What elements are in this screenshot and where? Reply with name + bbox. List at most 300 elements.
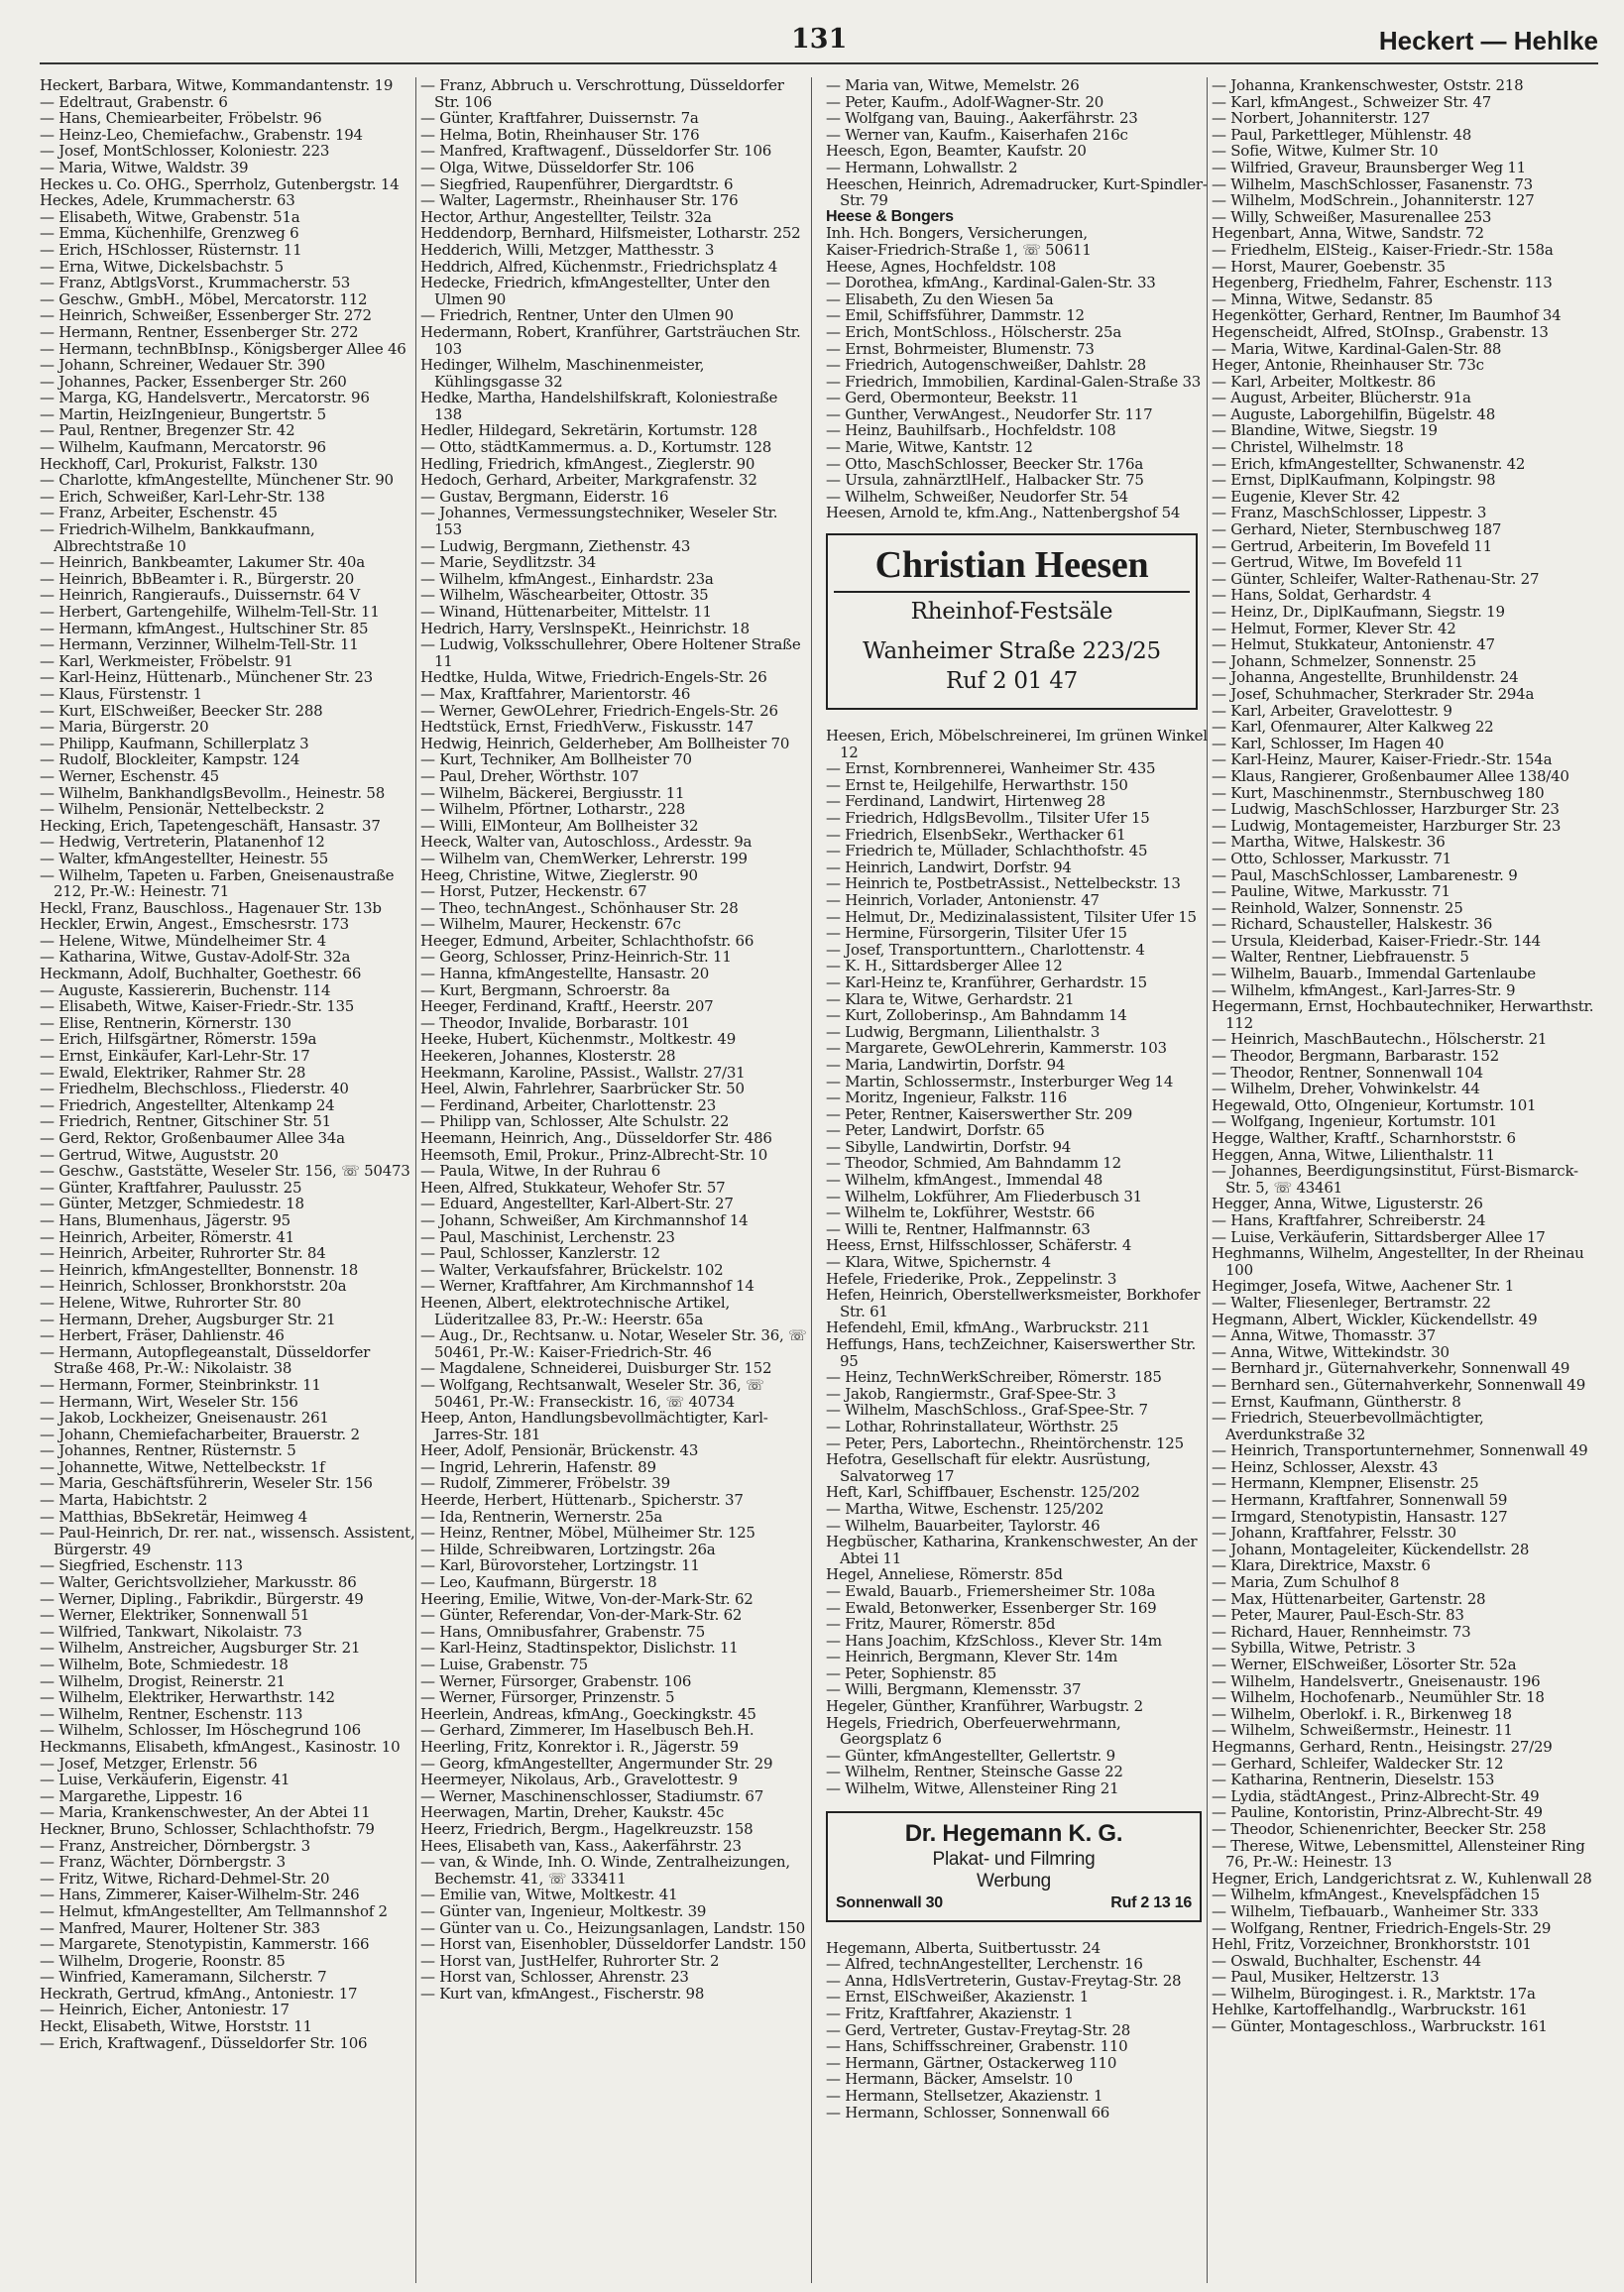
directory-entry: — Hermann, Autopflegeanstalt, Düsseldorfer Straße 468, Pr.-W.: Nikolaistr. 38: [40, 1342, 371, 1378]
directory-entry: — Winfried, Kameramann, Silcherstr. 7: [40, 1968, 327, 1987]
directory-entry: — Johann, Chemiefacharbeiter, Brauerstr. 2: [40, 1425, 360, 1443]
directory-entry: — Wilhelm, Pförtner, Lotharstr., 228: [420, 800, 686, 819]
directory-entry: Heekmann, Karoline, PAssist., Wallstr. 27/31: [420, 1063, 746, 1082]
directory-entry: — Wilhelm, kfmAngest., Immendal 48: [826, 1171, 1103, 1190]
directory-entry: Heel, Alwin, Fahrlehrer, Saarbrücker Str. 50: [420, 1080, 745, 1098]
directory-entry: — Hermann, technBbInsp., Königsberger Allee 46: [40, 339, 406, 358]
directory-entry: — Friedrich, Rentner, Gitschiner Str. 51: [40, 1112, 331, 1131]
directory-entry: Hedderich, Willi, Metzger, Matthesstr. 3: [420, 240, 715, 259]
directory-entry: — Max, Kraftfahrer, Marientorstr. 46: [420, 684, 691, 703]
directory-entry: — Olga, Witwe, Düsseldorfer Str. 106: [420, 158, 695, 176]
directory-entry: — Karl-Heinz, Stadtinspektor, Dislichstr. 11: [420, 1639, 739, 1658]
directory-entry: — Karl, Werkmeister, Fröbelstr. 91: [40, 651, 293, 670]
directory-entry: — Karl, kfmAngest., Schweizer Str. 47: [1212, 92, 1492, 111]
directory-entry: — Wolfgang, Rentner, Friedrich-Engels-Str. 29: [1212, 1918, 1552, 1937]
directory-entry: — Walter, Gerichtsvollzieher, Markusstr. 86: [40, 1573, 357, 1592]
directory-entry: — Werner, Dipling., Fabrikdir., Bürgerstr. 49: [40, 1589, 364, 1608]
directory-entry: — Erich, Hilfsgärtner, Römerstr. 159a: [40, 1030, 317, 1049]
directory-entry: Heft, Karl, Schiffbauer, Eschenstr. 125/202: [826, 1483, 1140, 1502]
directory-entry: — Heinz-Leo, Chemiefachw., Grabenstr. 194: [40, 125, 363, 144]
directory-entry: — Wilhelm, Anstreicher, Augsburger Str. 21: [40, 1639, 361, 1658]
directory-entry: — Helene, Witwe, Mündelheimer Str. 4: [40, 931, 326, 950]
header-rule: [40, 62, 1598, 64]
ad-title: Christian Heesen: [874, 544, 1149, 587]
directory-entry: — Ernst, Kornbrennerei, Wanheimer Str. 435: [826, 759, 1156, 778]
directory-entry: Hegger, Anna, Witwe, Ligusterstr. 26: [1212, 1195, 1483, 1213]
directory-entry: — Sofie, Witwe, Kulmer Str. 10: [1212, 142, 1439, 161]
directory-entry: — Horst van, JustHelfer, Ruhrorter Str. 2: [420, 1951, 720, 1970]
directory-entry: — Rudolf, Blockleiter, Kampstr. 124: [40, 750, 300, 769]
directory-entry: — Wilhelm, Elektriker, Herwarthstr. 142: [40, 1688, 335, 1707]
directory-entry: — Martha, Witwe, Halskestr. 36: [1212, 833, 1446, 852]
directory-entry: — Manfred, Kraftwagenf., Düsseldorfer Str. 106: [420, 142, 772, 161]
directory-entry: — Hans, Zimmerer, Kaiser-Wilhelm-Str. 246: [40, 1886, 360, 1904]
directory-entry: — Johann, Schmelzer, Sonnenstr. 25: [1212, 651, 1476, 670]
directory-entry: — Otto, Schlosser, Markusstr. 71: [1212, 849, 1451, 867]
directory-entry: — Wilhelm, ModSchrein., Johanniterstr. 127: [1212, 191, 1535, 210]
directory-entry: — Wilhelm, kfmAngest., Karl-Jarres-Str. 9: [1212, 980, 1516, 999]
directory-entry: — Heinrich, BbBeamter i. R., Bürgerstr. 20: [40, 569, 355, 588]
directory-entry: — Hanna, kfmAngestellte, Hansastr. 20: [420, 965, 710, 983]
directory-entry: Heerz, Friedrich, Bergm., Hagelkreuzstr. 158: [420, 1819, 754, 1838]
directory-entry: — Helmut, Former, Klever Str. 42: [1212, 619, 1456, 637]
directory-entry: — Werner, Fürsorger, Prinzenstr. 5: [420, 1688, 675, 1707]
directory-entry: — Sybilla, Witwe, Petristr. 3: [1212, 1639, 1416, 1658]
advertisement-dr-hegemann: [826, 1811, 1202, 1922]
directory-entry: — Gerhard, Nieter, Sternbuschweg 187: [1212, 520, 1502, 539]
directory-entry: Hedoch, Gerhard, Arbeiter, Markgrafenstr. 32: [420, 471, 757, 490]
directory-entry: — Ewald, Bauarb., Friemersheimer Str. 108a: [826, 1581, 1156, 1600]
directory-entry: — Lydia, städtAngest., Prinz-Albrecht-Str. 49: [1212, 1786, 1540, 1805]
directory-entry: — Franz, Anstreicher, Dörnbergstr. 3: [40, 1836, 310, 1855]
directory-entry: Heesen, Arnold te, kfm.Ang., Nattenbergshof 54: [826, 504, 1181, 522]
directory-entry: Heenen, Albert, elektrotechnische Artikel, Lüderitzallee 83, Pr.-W.: Heerstr. 65a: [420, 1293, 730, 1328]
directory-entry: — Werner, Fürsorger, Grabenstr. 106: [420, 1671, 692, 1690]
directory-entry: — Wilhelm van, ChemWerker, Lehrerstr. 199: [420, 849, 748, 867]
directory-entry: — Jakob, Lockheizer, Gneisenaustr. 261: [40, 1409, 329, 1428]
column-3-bottom: [826, 728, 1208, 1797]
directory-entry: — Hans, Kraftfahrer, Schreiberstr. 24: [1212, 1210, 1486, 1229]
directory-entry: — Helene, Witwe, Ruhrorter Str. 80: [40, 1293, 301, 1312]
directory-entry: — Peter, Maurer, Paul-Esch-Str. 83: [1212, 1606, 1464, 1625]
directory-entry: — Klaus, Fürstenstr. 1: [40, 684, 202, 703]
directory-entry: — Heinrich, Bergmann, Klever Str. 14m: [826, 1648, 1118, 1666]
column-2: [420, 77, 807, 2283]
directory-entry: — Paul, MaschSchlosser, Lambarenestr. 9: [1212, 865, 1518, 884]
directory-entry: — Bernhard jr., Güternahverkehr, Sonnenwall 49: [1212, 1359, 1570, 1378]
directory-entry: — Hermann, Lohwallstr. 2: [826, 158, 1018, 176]
directory-entry: — Werner, GewOLehrer, Friedrich-Engels-Str. 26: [420, 701, 778, 720]
column-3-mid: [826, 225, 1208, 521]
directory-entry: — Franz, Wächter, Dörnbergstr. 3: [40, 1853, 286, 1872]
directory-entry: Heckmanns, Elisabeth, kfmAngest., Kasinostr. 10: [40, 1737, 401, 1756]
directory-entry: — Wilhelm te, Lokführer, Weststr. 66: [826, 1203, 1096, 1222]
directory-entry: — Hermann, Wirt, Weseler Str. 156: [40, 1392, 298, 1411]
directory-entry: — Maria, Krankenschwester, An der Abtei 11: [40, 1803, 371, 1822]
directory-entry: — Karl-Heinz te, Kranführer, Gerhardstr. 15: [826, 973, 1147, 991]
directory-entry: — Johann, Kraftfahrer, Felsstr. 30: [1212, 1524, 1456, 1543]
directory-entry: — Hans, Blumenhaus, Jägerstr. 95: [40, 1210, 290, 1229]
directory-entry: — Friedrich, Angestellter, Altenkamp 24: [40, 1095, 335, 1114]
directory-entry: Hegenscheidt, Alfred, StOInsp., Grabenstr. 13: [1212, 322, 1549, 341]
directory-entry: Heess, Ernst, Hilfsschlosser, Schäferstr. 4: [826, 1236, 1132, 1255]
directory-entry: Heen, Alfred, Stukkateur, Wehofer Str. 57: [420, 1178, 726, 1197]
directory-entry: — Willi, Bergmann, Klemensstr. 37: [826, 1680, 1082, 1699]
directory-entry: Hehl, Fritz, Vorzeichner, Bronkhorststr. 101: [1212, 1935, 1532, 1954]
directory-entry: — Herbert, Fräser, Dahlienstr. 46: [40, 1326, 285, 1345]
directory-entry: — Johannette, Witwe, Nettelbeckstr. 1f: [40, 1457, 325, 1476]
directory-entry: — Hans, Omnibusfahrer, Grabenstr. 75: [420, 1622, 705, 1641]
directory-entry: — Magdalene, Schneiderei, Duisburger Str. 152: [420, 1359, 772, 1378]
directory-entry: — Klara te, Witwe, Gerhardstr. 21: [826, 989, 1075, 1008]
directory-entry: Hefele, Friederike, Prok., Zeppelinstr. 3: [826, 1269, 1117, 1288]
directory-entry: — Maria, Geschäftsführerin, Weseler Str. 156: [40, 1474, 373, 1493]
directory-entry: — Peter, Landwirt, Dorfstr. 65: [826, 1121, 1045, 1140]
directory-entry: — Ursula, Kleiderbad, Kaiser-Friedr.-Str. 144: [1212, 931, 1541, 950]
directory-entry: — Wilhelm, kfmAngest., Knevelspfädchen 15: [1212, 1886, 1540, 1904]
directory-entry: — Heinrich, Bankbeamter, Lakumer Str. 40a: [40, 553, 365, 572]
directory-entry: — Kurt, Bergmann, Schroerstr. 8a: [420, 980, 670, 999]
directory-entry: — Hilde, Schreibwaren, Lortzingstr. 26a: [420, 1540, 716, 1558]
directory-entry: — Werner, Eschenstr. 45: [40, 766, 219, 785]
directory-entry: — Günter van u. Co., Heizungsanlagen, Landstr. 150: [420, 1918, 805, 1937]
directory-entry: — Heinrich, MaschBautechn., Hölscherstr. 21: [1212, 1030, 1548, 1049]
directory-entry: Heffungs, Hans, techZeichner, Kaiserswerther Str. 95: [826, 1335, 1196, 1370]
directory-entry: — Hans, Schiffsschreiner, Grabenstr. 110: [826, 2037, 1128, 2056]
directory-entry: — Friedrich te, Müllader, Schlachthofstr. 45: [826, 842, 1148, 860]
directory-entry: — Theodor, Rentner, Sonnenwall 104: [1212, 1063, 1483, 1082]
directory-entry: Heering, Emilie, Witwe, Von-der-Mark-Str. 62: [420, 1589, 754, 1608]
directory-entry: — Johanna, Angestellte, Brunhildenstr. 24: [1212, 668, 1519, 687]
directory-entry: — Luise, Verkäuferin, Eigenstr. 41: [40, 1771, 290, 1789]
directory-entry: — Otto, MaschSchlosser, Beecker Str. 176a: [826, 454, 1144, 473]
directory-entry: Hees, Elisabeth van, Kass., Aakerfährstr. 23: [420, 1836, 742, 1855]
column-divider: [811, 77, 812, 2283]
directory-entry: — Karl, Bürovorsteher, Lortzingstr. 11: [420, 1556, 700, 1575]
directory-entry: — Wilfried, Tankwart, Nikolaistr. 73: [40, 1622, 302, 1641]
directory-entry: — Josef, Metzger, Erlenstr. 56: [40, 1754, 258, 1773]
directory-entry: — Johann, Schweißer, Am Kirchmannshof 14: [420, 1210, 749, 1229]
directory-entry: — Ernst, Bohrmeister, Blumenstr. 73: [826, 339, 1095, 358]
directory-entry: Hegemann, Alberta, Suitbertusstr. 24: [826, 1938, 1101, 1957]
directory-entry: Heeger, Ferdinand, Kraftf., Heerstr. 207: [420, 997, 714, 1016]
directory-entry: — Norbert, Johanniterstr. 127: [1212, 109, 1431, 128]
directory-entry: — Eduard, Angestellter, Karl-Albert-Str. 27: [420, 1195, 734, 1213]
directory-entry: — Wilhelm, Schlosser, Im Höschegrund 106: [40, 1721, 361, 1740]
directory-entry: — Fritz, Witwe, Richard-Dehmel-Str. 20: [40, 1869, 330, 1888]
directory-entry: — Ferdinand, Landwirt, Hirtenweg 28: [826, 792, 1105, 811]
directory-entry: — Wilhelm, Hochofenarb., Neumühler Str. 18: [1212, 1688, 1545, 1707]
directory-entry: — Paul, Dreher, Wörthstr. 107: [420, 766, 639, 785]
directory-entry: — Friedrich, Steuerbevollmächtigter, Averdunkstraße 32: [1212, 1409, 1484, 1443]
directory-entry: — Johannes, Vermessungstechniker, Weseler Str. 153: [420, 504, 778, 539]
directory-entry: — Wilhelm, Tapeten u. Farben, Gneisenaustraße 212, Pr.-W.: Heinestr. 71: [40, 865, 395, 901]
directory-entry: — Ferdinand, Arbeiter, Charlottenstr. 23: [420, 1095, 716, 1114]
column-1: [40, 77, 416, 2283]
directory-entry: Hedermann, Robert, Kranführer, Gartsträuchen Str. 103: [420, 322, 801, 358]
directory-entry: — Heinrich, kfmAngestellter, Bonnenstr. 18: [40, 1260, 359, 1279]
directory-entry: Heerlein, Andreas, kfmAng., Goeckingkstr. 45: [420, 1704, 756, 1723]
directory-entry: Hedwig, Heinrich, Gelderheber, Am Bollheister 70: [420, 734, 790, 752]
directory-entry: — Heinrich, Transportunternehmer, Sonnenwall 49: [1212, 1441, 1588, 1460]
directory-entry: — Erich, kfmAngestellter, Schwanenstr. 42: [1212, 454, 1526, 473]
directory-entry: — Ernst, ElSchweißer, Akazienstr. 1: [826, 1988, 1090, 2006]
directory-entry: — Hans Joachim, KfzSchloss., Klever Str. 14m: [826, 1631, 1162, 1650]
directory-entry: — Werner, Kraftfahrer, Am Kirchmannshof 14: [420, 1277, 754, 1296]
directory-entry: — Günter, Kraftfahrer, Duissernstr. 7a: [420, 109, 699, 128]
directory-entry: Heger, Antonie, Rheinhauser Str. 73c: [1212, 356, 1484, 375]
directory-entry: — Friedrich, HdlgsBevollm., Tilsiter Ufer 15: [826, 809, 1150, 827]
directory-entry: — Theodor, Schmied, Am Bahndamm 12: [826, 1154, 1121, 1173]
directory-entry: Hedke, Martha, Handelshilfskraft, Koloniestraße 138: [420, 389, 778, 423]
directory-entry: — Franz, MaschSchlosser, Lippestr. 3: [1212, 504, 1487, 522]
directory-entry: — Wilhelm, Bauarbeiter, Taylorstr. 46: [826, 1516, 1101, 1535]
directory-entry: — Johann, Schreiner, Wedauer Str. 390: [40, 356, 325, 375]
directory-entry: — Kurt, ElSchweißer, Beecker Str. 288: [40, 701, 323, 720]
directory-entry: — Katharina, Witwe, Gustav-Adolf-Str. 32a: [40, 948, 351, 967]
directory-entry: — Ernst te, Heilgehilfe, Herwarthstr. 150: [826, 775, 1128, 794]
directory-entry: Heese, Agnes, Hochfeldstr. 108: [826, 257, 1057, 276]
directory-entry: — Emma, Küchenhilfe, Grenzweg 6: [40, 224, 299, 243]
directory-entry: — Friedrich, Immobilien, Kardinal-Galen-Straße 33: [826, 372, 1202, 391]
ad-phone: Ruf 2 13 16: [1110, 1893, 1192, 1911]
directory-entry: — Wolfgang, Ingenieur, Kortumstr. 101: [1212, 1112, 1498, 1131]
directory-entry: — Paul, Parkettleger, Mühlenstr. 48: [1212, 125, 1472, 144]
directory-entry: — Hermine, Fürsorgerin, Tilsiter Ufer 15: [826, 924, 1127, 943]
directory-entry: Hegels, Friedrich, Oberfeuerwehrmann, Georgsplatz 6: [826, 1713, 1121, 1749]
directory-entry: Heckmann, Adolf, Buchhalter, Goethestr. 66: [40, 965, 362, 983]
directory-entry: — Wilhelm, Wäschearbeiter, Ottostr. 35: [420, 586, 709, 605]
directory-entry-bold: Heese & Bongers: [826, 207, 954, 225]
directory-entry: Heckert, Barbara, Witwe, Kommandantenstr. 19: [40, 77, 394, 94]
directory-entry: — Ewald, Elektriker, Rahmer Str. 28: [40, 1063, 306, 1082]
directory-entry: — Walter, kfmAngestellter, Heinestr. 55: [40, 849, 328, 867]
directory-entry: — Martin, HeizIngenieur, Bungertstr. 5: [40, 404, 326, 423]
directory-entry: — Theodor, Bergmann, Barbarastr. 152: [1212, 1047, 1499, 1066]
directory-entry: Heckrath, Gertrud, kfmAng., Antoniestr. 17: [40, 1984, 358, 2003]
directory-entry: — Therese, Witwe, Lebensmittel, Allensteiner Ring 76, Pr.-W.: Heinestr. 13: [1212, 1836, 1585, 1872]
directory-entry: Heggen, Anna, Witwe, Lilienthalstr. 11: [1212, 1145, 1495, 1164]
directory-entry: — Walter, Verkaufsfahrer, Brückelstr. 102: [420, 1260, 724, 1279]
running-head: Heckert — Hehlke: [1378, 26, 1598, 56]
directory-entry: — Karl-Heinz, Maurer, Kaiser-Friedr.-Str. 154a: [1212, 750, 1553, 769]
directory-entry: — Paul-Heinrich, Dr. rer. nat., wissensch. Assistent, Bürgerstr. 49: [40, 1524, 415, 1558]
directory-entry: Hefendehl, Emil, kfmAng., Warbruckstr. 211: [826, 1318, 1151, 1337]
directory-entry: — Heinrich, Eicher, Antoniestr. 17: [40, 2001, 290, 2019]
directory-entry: — Leo, Kaufmann, Bürgerstr. 18: [420, 1573, 657, 1592]
directory-entry: — Hermann, Gärtner, Ostackerweg 110: [826, 2053, 1117, 2072]
directory-entry: — Ewald, Betonwerker, Essenberger Str. 169: [826, 1598, 1157, 1617]
directory-entry: — Max, Hüttenarbeiter, Gartenstr. 28: [1212, 1589, 1486, 1608]
directory-entry: — Anna, Witwe, Thomasstr. 37: [1212, 1326, 1437, 1345]
directory-entry: — Gertrud, Witwe, Im Bovefeld 11: [1212, 553, 1464, 572]
directory-entry: — Sibylle, Landwirtin, Dorfstr. 94: [826, 1137, 1072, 1156]
directory-entry: — Richard, Hauer, Rennheimstr. 73: [1212, 1622, 1471, 1641]
directory-entry: — Peter, Rentner, Kaiserswerther Str. 209: [826, 1104, 1133, 1123]
directory-entry: Heemann, Heinrich, Ang., Düsseldorfer Str. 486: [420, 1129, 772, 1147]
directory-entry: — Paul, Maschinist, Lerchenstr. 23: [420, 1227, 675, 1246]
directory-entry: — Wilhelm, BankhandlgsBevollm., Heinestr. 58: [40, 783, 385, 802]
directory-entry: — Heinz, TechnWerkSchreiber, Römerstr. 185: [826, 1368, 1162, 1387]
directory-entry: — Margarete, Stenotypistin, Kammerstr. 166: [40, 1935, 370, 1954]
directory-entry: — Karl-Heinz, Hüttenarb., Münchener Str. 23: [40, 668, 373, 687]
directory-entry: — Johann, Montageleiter, Kückendellstr. 28: [1212, 1540, 1530, 1558]
ad-address: Wanheimer Straße 223/25: [863, 638, 1161, 665]
directory-entry: — Martha, Witwe, Eschenstr. 125/202: [826, 1499, 1104, 1518]
directory-entry: Hegmanns, Gerhard, Rentn., Heisingstr. 27/29: [1212, 1737, 1553, 1756]
directory-entry: — Willi te, Rentner, Halfmannstr. 63: [826, 1219, 1091, 1238]
directory-entry: Heckler, Erwin, Angest., Emschesrstr. 173: [40, 915, 349, 934]
directory-entry: — Josef, MontSchlosser, Koloniestr. 223: [40, 142, 330, 161]
directory-entry: — Paula, Witwe, In der Ruhrau 6: [420, 1162, 661, 1181]
directory-entry: — Geschw., GmbH., Möbel, Mercatorstr. 112: [40, 289, 368, 308]
directory-entry: — Hermann, Schlosser, Sonnenwall 66: [826, 2103, 1110, 2121]
directory-entry: — Ernst, Kaufmann, Güntherstr. 8: [1212, 1392, 1461, 1411]
directory-entry: — Heinrich, Landwirt, Dorfstr. 94: [826, 858, 1072, 876]
directory-entry: Hedtstück, Ernst, FriedhVerw., Fiskusstr. 147: [420, 718, 754, 737]
directory-entry: — Richard, Schausteller, Halskestr. 36: [1212, 915, 1493, 934]
directory-entry: — Wilhelm, Schweißer, Neudorfer Str. 54: [826, 487, 1128, 506]
directory-entry: — Heinrich, Arbeiter, Römerstr. 41: [40, 1227, 294, 1246]
directory-entry: — Maria, Landwirtin, Dorfstr. 94: [826, 1055, 1066, 1074]
directory-entry: — Gerd, Obermonteur, Beekstr. 11: [826, 389, 1080, 407]
ad-title: Dr. Hegemann K. G.: [904, 1819, 1123, 1847]
directory-entry: — Lothar, Rohrinstallateur, Wörthstr. 25: [826, 1417, 1119, 1435]
directory-entry: — Anna, Witwe, Wittekindstr. 30: [1212, 1342, 1450, 1361]
directory-entry: — Ursula, zahnärztlHelf., Halbacker Str. 75: [826, 471, 1144, 490]
directory-entry: — Maria van, Witwe, Memelstr. 26: [826, 77, 1080, 94]
directory-entry: Hegge, Walther, Kraftf., Scharnhorststr. 6: [1212, 1129, 1516, 1147]
directory-entry: — Franz, AbtlgsVorst., Krummacherstr. 53: [40, 274, 351, 292]
directory-entry: Hegenberg, Friedhelm, Fahrer, Eschenstr. 113: [1212, 274, 1553, 292]
directory-entry: — Günter, Referendar, Von-der-Mark-Str. 62: [420, 1606, 743, 1625]
directory-entry: — Klara, Witwe, Spichernstr. 4: [826, 1253, 1051, 1272]
directory-entry: — Marie, Witwe, Kantstr. 12: [826, 438, 1033, 457]
directory-entry: — Walter, Rentner, Liebfrauenstr. 5: [1212, 948, 1469, 967]
directory-entry: — Klara, Direktrice, Maxstr. 6: [1212, 1556, 1431, 1575]
directory-entry: Hehlke, Kartoffelhandlg., Warbruckstr. 161: [1212, 2001, 1528, 2019]
directory-entry: — Jakob, Rangiermstr., Graf-Spee-Str. 3: [826, 1384, 1116, 1403]
directory-entry: — Kurt, Maschinenmstr., Sternbuschweg 180: [1212, 783, 1545, 802]
directory-entry: — Wolfgang, Rechtsanwalt, Weseler Str. 36, ☏ 50461, Pr.-W.: Franseckistr. 16, ☏ 40734: [420, 1375, 764, 1411]
directory-entry: — Johannes, Packer, Essenberger Str. 260: [40, 372, 347, 391]
directory-entry: Inh. Hch. Bongers, Versicherungen,: [826, 224, 1088, 243]
directory-entry: — Emil, Schiffsführer, Dammstr. 12: [826, 306, 1085, 325]
ad-phone: Ruf 2 01 47: [946, 668, 1078, 695]
directory-entry: — Wilhelm, Oberlokf. i. R., Birkenweg 18: [1212, 1704, 1512, 1723]
directory-entry: — Heinrich, Arbeiter, Ruhrorter Str. 84: [40, 1244, 326, 1263]
directory-entry: — Bernhard sen., Güternahverkehr, Sonnenwall 49: [1212, 1375, 1586, 1394]
directory-entry: — Wilhelm, Witwe, Allensteiner Ring 21: [826, 1779, 1119, 1798]
directory-entry: — Gertrud, Witwe, Auguststr. 20: [40, 1145, 279, 1164]
directory-entry: — Klaus, Rangierer, Großenbaumer Allee 138/40: [1212, 766, 1569, 785]
directory-entry: — Philipp van, Schlosser, Alte Schulstr. 22: [420, 1112, 730, 1131]
directory-entry: — Margarethe, Lippestr. 16: [40, 1786, 243, 1805]
directory-entry: — Ludwig, Montagemeister, Harzburger Str. 23: [1212, 816, 1562, 835]
directory-entry: Hegermann, Ernst, Hochbautechniker, Herwarthstr. 112: [1212, 997, 1594, 1032]
directory-entry: — Günter, Schleifer, Walter-Rathenau-Str. 27: [1212, 569, 1540, 588]
directory-entry: — Pauline, Witwe, Markusstr. 71: [1212, 882, 1450, 901]
directory-entry: — Geschw., Gaststätte, Weseler Str. 156, ☏ 50473: [40, 1162, 410, 1181]
directory-entry: — Siegfried, Raupenführer, Diergardtstr. 6: [420, 174, 734, 193]
directory-entry: — Franz, Arbeiter, Eschenstr. 45: [40, 504, 278, 522]
directory-entry: Hecking, Erich, Tapetengeschäft, Hansastr. 37: [40, 816, 381, 835]
directory-entry: Hegmann, Albert, Wickler, Kückendellstr. 49: [1212, 1310, 1538, 1328]
directory-entry: Heesch, Egon, Beamter, Kaufstr. 20: [826, 142, 1087, 161]
directory-entry: — Auguste, Laborgehilfin, Bügelstr. 48: [1212, 404, 1495, 423]
directory-entry: Hedinger, Wilhelm, Maschinenmeister, Kühlingsgasse 32: [420, 356, 705, 391]
directory-entry: — Georg, kfmAngestellter, Angermunder Str. 29: [420, 1754, 773, 1773]
directory-entry: Heesen, Erich, Möbelschreinerei, Im grünen Winkel 12: [826, 727, 1208, 761]
directory-entry: — Wilhelm, MaschSchlosser, Fasanenstr. 73: [1212, 174, 1533, 193]
directory-entry: Heckner, Bruno, Schlosser, Schlachthofstr. 79: [40, 1819, 375, 1838]
directory-entry: Hefotra, Gesellschaft für elektr. Ausrüstung, Salvatorweg 17: [826, 1450, 1151, 1485]
directory-entry: — Theodor, Schienenrichter, Beecker Str. 258: [1212, 1819, 1547, 1838]
directory-entry: — Johannes, Rentner, Rüsternstr. 5: [40, 1441, 296, 1460]
directory-entry: — Hermann, Former, Steinbrinkstr. 11: [40, 1375, 321, 1394]
directory-entry: — Hermann, Dreher, Augsburger Str. 21: [40, 1310, 336, 1328]
directory-entry: — Erich, Kraftwagenf., Düsseldorfer Str. 106: [40, 2033, 368, 2052]
directory-entry: — Marie, Seydlitzstr. 34: [420, 553, 597, 572]
directory-entry: — Willy, Schweißer, Masurenallee 253: [1212, 207, 1492, 226]
directory-entry: — Erna, Witwe, Dickelsbachstr. 5: [40, 257, 284, 276]
directory-entry: — Paul, Schlosser, Kanzlerstr. 12: [420, 1244, 660, 1263]
directory-entry: — Friedrich, Rentner, Unter den Ulmen 90: [420, 306, 734, 325]
directory-entry: — Hermann, Bäcker, Amselstr. 10: [826, 2070, 1073, 2089]
directory-entry: — Maria, Zum Schulhof 8: [1212, 1573, 1400, 1592]
directory-entry: — Winand, Hüttenarbeiter, Mittelstr. 11: [420, 603, 712, 621]
ad-subtitle: Rheinhof-Festsäle: [834, 591, 1190, 627]
directory-entry: — Helmut, kfmAngestellter, Am Tellmannshof 2: [40, 1901, 388, 1920]
directory-entry: — Heinrich, Rangieraufs., Duissernstr. 64 V: [40, 586, 360, 605]
directory-entry: — Ludwig, MaschSchlosser, Harzburger Str. 23: [1212, 800, 1560, 819]
directory-entry: — Irmgard, Stenotypistin, Hansastr. 127: [1212, 1507, 1508, 1526]
directory-entry: — Rudolf, Zimmerer, Fröbelstr. 39: [420, 1474, 670, 1493]
directory-entry: Hedler, Hildegard, Sekretärin, Kortumstr. 128: [420, 421, 757, 440]
directory-entry: — Heinz, Schlosser, Alexstr. 43: [1212, 1457, 1439, 1476]
directory-entry: — Gerd, Vertreter, Gustav-Freytag-Str. 28: [826, 2020, 1131, 2039]
directory-entry: — Paul, Musiker, Heltzerstr. 13: [1212, 1968, 1440, 1987]
directory-entry: — Werner, Maschinenschlosser, Stadiumstr. 67: [420, 1786, 763, 1805]
directory-entry: — Franz, Abbruch u. Verschrottung, Düsseldorfer Str. 106: [420, 77, 784, 111]
directory-entry: Hegel, Anneliese, Römerstr. 85d: [826, 1565, 1063, 1584]
directory-entry: — Theodor, Invalide, Borbarastr. 101: [420, 1013, 690, 1032]
directory-entry: — Josef, Transportunttern., Charlottenstr. 4: [826, 940, 1145, 959]
directory-entry: — Maria, Bürgerstr. 20: [40, 718, 209, 737]
directory-entry: — Günter, Metzger, Schmiedestr. 18: [40, 1195, 304, 1213]
directory-entry: Kaiser-Friedrich-Straße 1, ☏ 50611: [826, 240, 1092, 259]
directory-entry: Hegner, Erich, Landgerichtsrat z. W., Kuhlenwall 28: [1212, 1869, 1592, 1888]
directory-entry: — Walter, Lagermstr., Rheinhauser Str. 176: [420, 191, 739, 210]
directory-entry: — Peter, Sophienstr. 85: [826, 1663, 997, 1682]
directory-entry: — Wilhelm, Bauarb., Immendal Gartenlaube: [1212, 965, 1536, 983]
ad-contact: [836, 1892, 1192, 1914]
directory-entry: — Siegfried, Eschenstr. 113: [40, 1556, 243, 1575]
directory-entry: — Peter, Kaufm., Adolf-Wagner-Str. 20: [826, 92, 1104, 111]
directory-entry: — Katharina, Rentnerin, Dieselstr. 153: [1212, 1771, 1495, 1789]
directory-entry: — Elisabeth, Witwe, Grabenstr. 51a: [40, 207, 300, 226]
directory-entry: — Heinrich, Schlosser, Bronkhorststr. 20a: [40, 1277, 347, 1296]
directory-entry: — Ida, Rentnerin, Wernerstr. 25a: [420, 1507, 663, 1526]
directory-entry: — Helma, Botin, Rheinhauser Str. 176: [420, 125, 700, 144]
directory-entry: — Gertrud, Arbeiterin, Im Bovefeld 11: [1212, 536, 1492, 555]
directory-entry: — Wilhelm, Tiefbauarb., Wanheimer Str. 333: [1212, 1901, 1539, 1920]
directory-entry: Hedrich, Harry, VerslnspeKt., Heinrichstr. 18: [420, 619, 750, 637]
directory-entry: Heckl, Franz, Bauschloss., Hagenauer Str. 13b: [40, 898, 382, 917]
directory-entry: — Horst, Putzer, Heckenstr. 67: [420, 882, 647, 901]
directory-entry: — Matthias, BbSekretär, Heimweg 4: [40, 1507, 308, 1526]
directory-entry: Heghmanns, Wilhelm, Angestellter, In der Rheinau 100: [1212, 1244, 1584, 1279]
